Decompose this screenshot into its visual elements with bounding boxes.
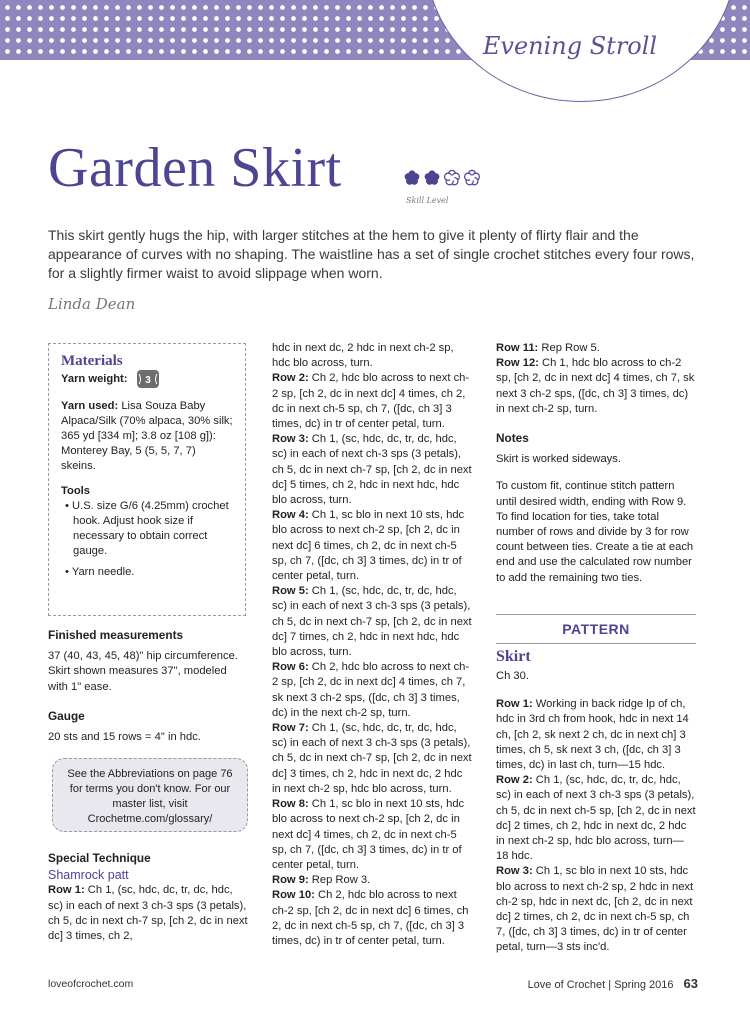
gauge-label: Gauge — [48, 709, 85, 723]
tool-needle: • Yarn needle. — [65, 566, 135, 578]
col2-row: Row 6: Ch 2, hdc blo across to next ch-2 sp, [ch 2, dc in next dc] 4 times, ch 7, sk next 3 ch-2 sps, ([dc, ch 3] 3 times, dc) in the next ch-2 sp, turn. — [272, 661, 470, 719]
col2-lead: hdc in next dc, 2 hdc in next ch-2 sp, hdc blo across, turn. — [272, 342, 454, 370]
gauge-section — [48, 709, 248, 745]
abbreviations-note: See the Abbreviations on page 76 for terms you don't know. For our master list, visit Crochetme.com/glossary/ — [52, 758, 248, 832]
col2-row: Row 8: Ch 1, sc blo in next 10 sts, hdc blo across to next ch-2 sp, [ch 2, dc in next dc] 4 times, ch 2, dc in next ch-5 sp, ch 7, ([dc, ch 3] 3 times, dc) in tr of center petal, turn. — [272, 798, 465, 871]
col2-row: Row 2: Ch 2, hdc blo across to next ch-2 sp, [ch 2, dc in next dc] 4 times, ch 2, dc in next ch-5 sp, ch 7, ([dc, ch 3] 3 times, dc) in tr of center petal, turn. — [272, 372, 470, 431]
skirt-row: Row 3: Ch 1, sc blo in next 10 sts, hdc blo across to next ch-2 sp, 2 hdc in next ch-2 sp, hdc in next dc, [ch 2, dc in next dc] 2 times, ch 2, dc in next ch-5 sp, ch 7, ([dc, ch 3] 3 times, dc) in tr of center petal, turn—3 sts inc'd. — [496, 865, 694, 954]
skill-flower-empty-icon — [465, 170, 480, 184]
special-row-1: Row 1: Ch 1, (sc, hdc, dc, tr, dc, hdc, sc) in each of next 3 ch-3 sps (3 petals), ch 5, dc in next ch-7 sp, [ch 2, dc in next dc] 3 times, ch 2, — [48, 884, 248, 943]
skill-flower-filled-icon — [425, 170, 440, 184]
pattern-header: PATTERN — [496, 614, 696, 644]
yarn-weight-icon — [136, 369, 160, 389]
col2-row: Row 3: Ch 1, (sc, hdc, dc, tr, dc, hdc, sc) in each of next ch-3 sps (3 petals), ch 5, dc in next ch-7 sp, [ch 2, dc in next dc] 5 times, ch 2, hdc in next hdc, hdc blo across, turn. — [272, 433, 472, 507]
notes-label: Notes — [496, 431, 529, 446]
chain-start: Ch 30. — [496, 670, 529, 682]
yarn-weight-label: Yarn weight: — [61, 372, 128, 385]
special-sub: Shamrock patt — [48, 868, 129, 883]
yarn-used: Yarn used: Lisa Souza Baby Alpaca/Silk (70% alpaca, 30% silk; 365 yd [334 m]; 3.8 oz [108 g]): Monterey Bay, 5 (5, 5, 7, 7) skeins. — [61, 400, 233, 472]
materials-box — [48, 343, 246, 616]
note-2: To custom fit, continue stitch pattern until desired width, ending with Row 9. To find location for ties, take total number of rows and divide by 3 for row count between ties. Create a tie at each end and use the calculated row number to add the remaining two ties. — [496, 480, 694, 584]
row-11: Row 11: Rep Row 5. — [496, 342, 600, 354]
col2-row: Row 9: Rep Row 3. — [272, 874, 371, 887]
footer-right: Love of Crochet | Spring 2016 63 — [527, 976, 698, 991]
col2-row: Row 5: Ch 1, (sc, hdc, dc, tr, dc, hdc, sc) in each of next 3 ch-3 sps (3 petals), ch 5, dc in next ch-7 sp, [ch 2, dc in next dc] 7 times, ch 2, hdc in next hdc, hdc blo across, turn. — [272, 585, 472, 659]
author-name: Linda Dean — [48, 295, 136, 313]
materials-title: Materials — [61, 353, 123, 369]
skirt-row: Row 1: Working in back ridge lp of ch, hdc in 3rd ch from hook, hdc in next 14 ch, [ch 2, sk next 2 ch, dc in next ch] 3 times, ch 5, sk next 3 ch, ([dc, ch 3] 3 times, dc) in last ch, turn—15 hdc. — [496, 698, 689, 772]
tools-label: Tools — [61, 485, 91, 497]
footer-site: loveofcrochet.com — [48, 978, 134, 990]
row-12: Row 12: Ch 1, hdc blo across to ch-2 sp, [ch 2, dc in next dc] 4 times, ch 7, sk next 3 ch-2 sps, ([dc, ch 3] 3 times, dc) in next ch-2 sp, turn. — [496, 357, 695, 415]
special-label: Special Technique — [48, 851, 151, 865]
section-title: Evening Stroll — [482, 32, 658, 60]
skill-level-rating — [402, 166, 496, 192]
skirt-instructions — [496, 669, 696, 956]
col2-row: Row 10: Ch 2, hdc blo across to next ch-2 sp, [ch 2, dc in next dc] 6 times, ch 2, dc in next ch-5 sp, ch 7, ([dc, ch 3] 3 times, dc) in tr of center petal, turn. — [272, 889, 469, 947]
skirt-heading: Skirt — [496, 648, 531, 665]
skill-flower-filled-icon — [405, 170, 420, 184]
finished-label: Finished measurements — [48, 628, 184, 642]
skirt-row: Row 2: Ch 1, (sc, hdc, dc, tr, dc, hdc, sc) in each of next 3 ch-3 sps (3 petals), ch 5, dc in next ch-5 sp, [ch 2, dc in next dc] 2 times, ch 2, hdc in next dc, 2 hdc in next ch-2 sp, hdc blo across, turn—18 hdc. — [496, 774, 696, 863]
column-three-top — [496, 341, 696, 586]
page-title: Garden Skirt — [48, 137, 342, 199]
footer-magazine: Love of Crochet — [527, 979, 606, 991]
skill-flower-empty-icon — [445, 170, 460, 184]
tool-hook: • U.S. size G/6 (4.25mm) crochet hook. Adjust hook size if necessary to obtain correct gauge. — [65, 500, 229, 557]
col2-row: Row 4: Ch 1, sc blo in next 10 sts, hdc blo across to next ch-2 sp, [ch 2, dc in next dc] 6 times, ch 2, dc in next ch-5 sp, ch 7, ([dc, ch 3] 3 times, dc) in tr of center petal, turn. — [272, 509, 465, 583]
special-technique — [48, 851, 248, 944]
page-number: 63 — [683, 976, 698, 991]
footer-issue: Spring 2016 — [614, 979, 674, 991]
intro-paragraph: This skirt gently hugs the hip, with larger stitches at the hem to give it plenty of flirty flair and the appearance of curves with no shaping. The waistline has a set of single crochet stitches every four rows, for a slightly firmer waist to avoid slippage when worn. — [48, 227, 695, 281]
col2-row: Row 7: Ch 1, (sc, hdc, dc, tr, dc, hdc, sc) in each of next 3 ch-3 sps (3 petals), ch 5, dc in next ch-7 sp, [ch 2, dc in next dc] 3 times, ch 2, hdc in next dc, 2 hdc in next ch-2 sp, hdc blo across, turn. — [272, 722, 472, 795]
skill-level-label: Skill Level — [406, 196, 449, 205]
gauge-text: 20 sts and 15 rows = 4" in hdc. — [48, 731, 201, 744]
yarn-weight-value: 3 — [144, 375, 151, 386]
note-1: Skirt is worked sideways. — [496, 453, 621, 466]
column-two — [272, 341, 472, 949]
finished-text: 37 (40, 43, 45, 48)" hip circumference. Skirt shown measures 37", modeled with 1" ease. — [48, 650, 238, 693]
finished-section — [48, 628, 248, 695]
